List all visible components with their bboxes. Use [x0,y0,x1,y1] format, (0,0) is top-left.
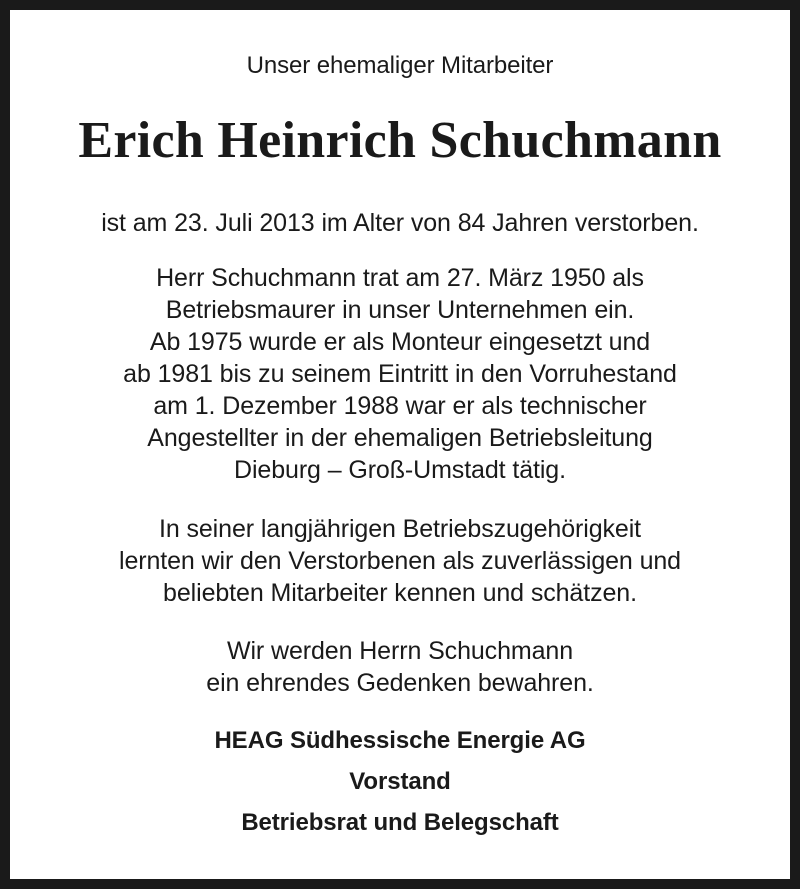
signatory-board: Vorstand [349,768,451,795]
career-line-4: ab 1981 bis zu seinem Eintritt in den Vorruhestand [123,360,677,388]
signatory-company: HEAG Südhessische Energie AG [214,727,586,754]
career-line-7: Dieburg – Groß-Umstadt tätig. [234,456,566,484]
career-line-5: am 1. Dezember 1988 war er als technischer [153,392,647,420]
deceased-name: Erich Heinrich Schuchmann [78,112,722,169]
memory-line-1: Wir werden Herrn Schuchmann [226,637,574,665]
death-date-line: ist am 23. Juli 2013 im Alter von 84 Jahren verstorben. [101,209,699,237]
tribute-line-2: lernten wir den Verstorbenen als zuverlässigen und [118,547,681,575]
memory-line-2: ein ehrendes Gedenken bewahren. [206,669,594,697]
career-line-2: Betriebsmaurer in unser Unternehmen ein. [165,296,635,324]
career-line-6: Angestellter in der ehemaligen Betriebsleitung [147,424,653,452]
career-line-1: Herr Schuchmann trat am 27. März 1950 als [156,264,644,292]
signatory-works-council: Betriebsrat und Belegschaft [241,809,559,836]
tribute-line-1: In seiner langjährigen Betriebszugehörigkeit [158,515,641,543]
career-line-3: Ab 1975 wurde er als Monteur eingesetzt und [149,328,651,356]
tribute-line-3: beliebten Mitarbeiter kennen und schätzen. [163,579,637,607]
intro-line: Unser ehemaliger Mitarbeiter [246,52,554,79]
